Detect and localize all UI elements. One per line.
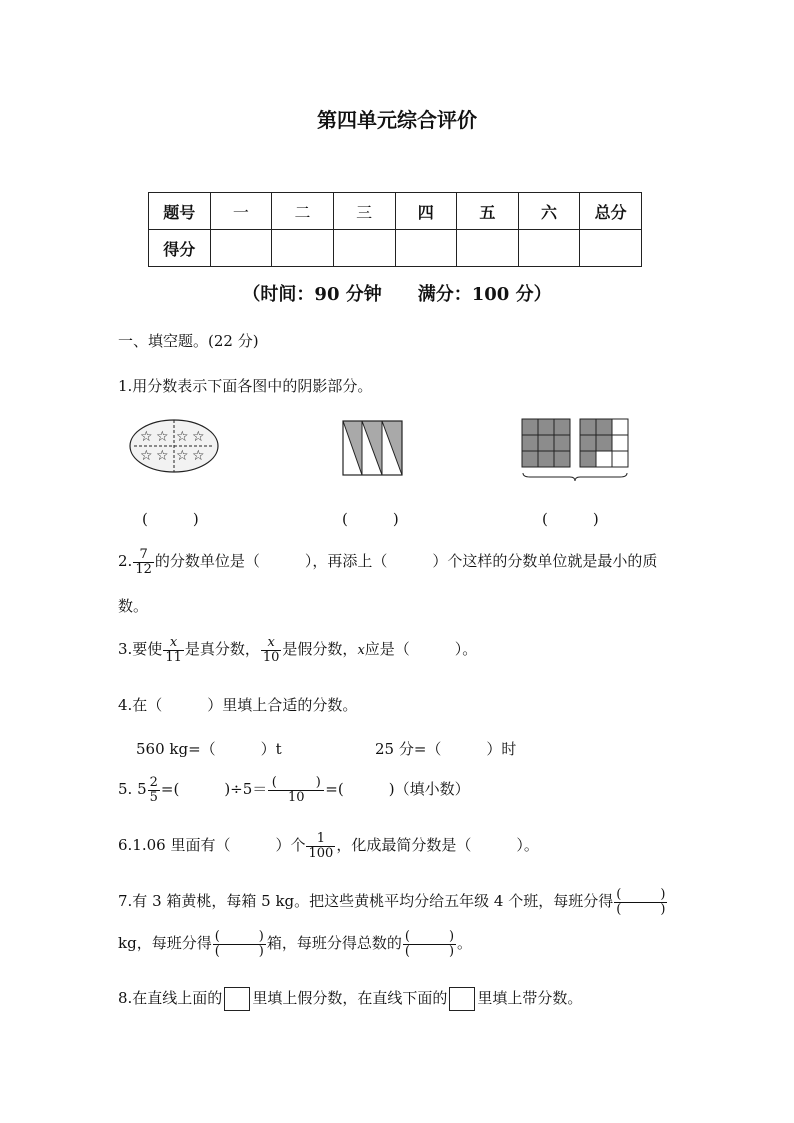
score-cell[interactable]	[580, 230, 642, 267]
question-4-left: 560 kg=（ ）t	[136, 740, 282, 758]
question-5-text: =( )（填小数）	[325, 780, 470, 799]
grid-cell	[538, 419, 554, 435]
grid-cell	[612, 419, 628, 435]
star-icon: ☆	[156, 448, 169, 464]
numerator: 2	[149, 775, 158, 790]
grid-cell	[596, 451, 612, 467]
numerator: x	[267, 635, 275, 650]
question-6	[118, 832, 539, 860]
denominator: 12	[135, 561, 152, 577]
score-cell[interactable]	[395, 230, 457, 267]
grid-cell	[580, 419, 596, 435]
blank-fraction[interactable]	[403, 930, 456, 958]
answer-blank-1[interactable]: ( )	[142, 510, 199, 528]
numerator: 7	[139, 547, 148, 562]
blank-fraction[interactable]	[213, 930, 266, 958]
question-4-right: 25 分=（ ）时	[375, 740, 517, 758]
score-header-cell: 六	[518, 193, 580, 230]
star-icon: ☆	[176, 429, 189, 445]
answer-blank-3[interactable]: ( )	[542, 510, 599, 528]
grid-cell	[612, 451, 628, 467]
ellipse-stars-figure	[128, 418, 220, 474]
grid-cell	[522, 435, 538, 451]
question-3-text: 是真分数，	[184, 640, 260, 659]
grid-cell	[596, 435, 612, 451]
denominator: 11	[165, 649, 182, 665]
denominator-blank[interactable]: ( )	[404, 943, 455, 959]
score-cell[interactable]	[333, 230, 395, 267]
grid-cell	[580, 451, 596, 467]
grid-cell	[554, 419, 570, 435]
question-3-text: 应是（ ）。	[364, 640, 478, 659]
numerator-blank[interactable]: ( )	[616, 887, 666, 902]
question-7-text: 。	[457, 934, 473, 953]
score-header-cell: 二	[272, 193, 334, 230]
answer-blank-2[interactable]: ( )	[342, 510, 399, 528]
question-1-text: 1.用分数表示下面各图中的阴影部分。	[118, 377, 373, 395]
score-table-score-row	[149, 230, 642, 267]
denominator: 5	[149, 789, 158, 805]
grid-cell	[554, 451, 570, 467]
numerator-blank[interactable]: ( )	[404, 929, 455, 944]
star-icon: ☆	[176, 448, 189, 464]
fraction	[268, 776, 324, 804]
section-heading: 一、填空题。(22 分)	[118, 332, 259, 350]
star-icon: ☆	[156, 429, 169, 445]
star-icon: ☆	[192, 448, 205, 464]
denominator: 10	[262, 649, 280, 665]
question-4-text: 4.在（ ）里填上合适的分数。	[118, 696, 358, 714]
score-header-cell: 四	[395, 193, 457, 230]
question-6-text: 6.1.06 里面有（ ）个	[118, 836, 306, 855]
denominator-blank[interactable]: ( )	[214, 943, 264, 959]
question-7-text: 箱，每班分得总数的	[266, 934, 402, 953]
score-cell[interactable]	[272, 230, 334, 267]
score-row-label: 得分	[149, 230, 211, 267]
question-6-text: ，化成最简分数是（ ）。	[336, 836, 539, 855]
denominator-blank[interactable]: ( )	[616, 901, 666, 917]
question-2-continued: 数。	[118, 597, 149, 615]
question-5-text: =( )÷5＝	[160, 780, 268, 799]
score-header-cell: 三	[333, 193, 395, 230]
score-table	[148, 192, 642, 267]
question-8-text: 里填上带分数。	[477, 989, 583, 1007]
star-icon: ☆	[192, 429, 205, 445]
score-table-header-row	[149, 193, 642, 230]
question-8-text: 8.在直线上面的	[118, 989, 223, 1007]
grid-squares-figure	[520, 417, 630, 483]
fraction	[261, 636, 282, 664]
numerator: 1	[316, 831, 326, 846]
question-5-text: 5. 5	[118, 780, 147, 799]
score-header-cell: 总分	[580, 193, 642, 230]
grid-cell	[554, 435, 570, 451]
question-2	[118, 548, 657, 576]
denominator: 100	[308, 845, 334, 861]
grid-cell	[522, 451, 538, 467]
star-icon: ☆	[140, 429, 153, 445]
score-header-cell: 五	[457, 193, 519, 230]
rectangle-triangles-figure	[342, 420, 404, 476]
fraction	[148, 776, 160, 804]
question-7-text: 7.有 3 箱黄桃，每箱 5 kg。把这些黄桃平均分给五年级 4 个班，每班分得	[118, 892, 614, 911]
denominator: 10	[268, 790, 324, 805]
score-cell[interactable]	[210, 230, 272, 267]
page-title: 第四单元综合评价	[317, 108, 477, 132]
variable-x: x	[357, 643, 365, 659]
question-8	[118, 987, 582, 1011]
time-info: （时间：90 分钟 满分：100 分）	[242, 284, 552, 305]
question-7-text: kg，每班分得	[118, 934, 212, 953]
question-2-number: 2.	[118, 552, 133, 571]
question-2-text: 的分数单位是（ ），再添上（ ）个这样的分数单位就是最小的质	[154, 552, 658, 571]
question-3	[118, 636, 477, 664]
fraction	[306, 832, 335, 860]
question-3-text: 是假分数，	[282, 640, 358, 659]
answer-box[interactable]	[224, 987, 250, 1011]
fraction	[163, 636, 184, 664]
fraction	[133, 548, 154, 576]
star-icon: ☆	[140, 448, 153, 464]
numerator-blank[interactable]: ( )	[214, 929, 264, 944]
numerator[interactable]: ( )	[271, 775, 321, 790]
numerator: x	[169, 635, 178, 650]
question-7-line-1	[118, 888, 668, 916]
grid-cell	[538, 435, 554, 451]
grid-cell	[580, 435, 596, 451]
grid-cell	[596, 419, 612, 435]
question-5	[118, 776, 470, 804]
grid-cell	[538, 451, 554, 467]
question-7-line-2	[118, 930, 472, 958]
question-8-text: 里填上假分数，在直线下面的	[252, 989, 448, 1007]
grid-cell	[612, 435, 628, 451]
score-cell[interactable]	[518, 230, 580, 267]
score-header-cell: 题号	[149, 193, 211, 230]
blank-fraction[interactable]	[614, 888, 667, 916]
answer-box[interactable]	[449, 987, 475, 1011]
question-3-text: 3.要使	[118, 640, 163, 659]
grid-cell	[522, 419, 538, 435]
score-header-cell: 一	[210, 193, 272, 230]
score-cell[interactable]	[457, 230, 519, 267]
